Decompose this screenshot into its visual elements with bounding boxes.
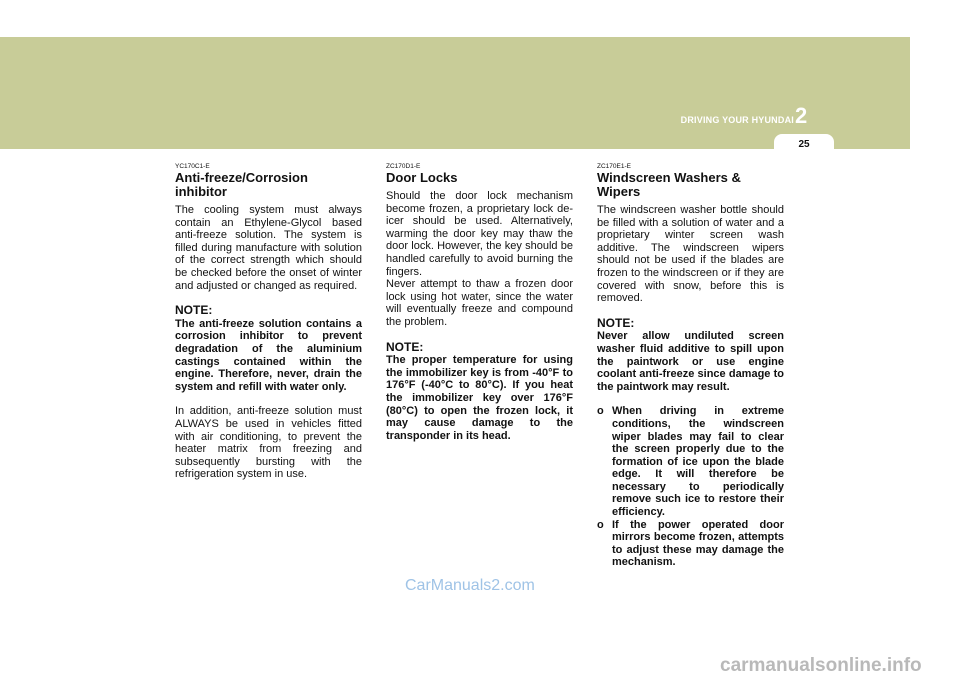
list-item-text: If the power operated door mirrors become frozen, attempts to adjust these may damage the mechanism.: [612, 518, 784, 569]
section-body-2: Never attempt to thaw a frozen door lock using hot water, since the water will eventually freeze and compound the problem.: [386, 278, 573, 328]
section-body: The cooling system must always contain an Ethylene-Glycol based anti-freeze solution. The system is filled during manufacture with solution of the correct strength which should be checked before the onset of winter and adjusted or changed as required.: [175, 204, 362, 292]
section-code: YC170C1-E: [175, 163, 210, 170]
watermark-carmanualsonline[interactable]: carmanualsonline.info: [720, 655, 922, 676]
note-label: NOTE:: [175, 303, 213, 318]
bullet-marker: o: [597, 405, 604, 418]
list-item: [597, 519, 784, 569]
page-number-tab: [774, 134, 834, 149]
note-text: The proper temperature for using the immobilizer key is from -40°F to 176°F (-40°C to 80°C). If you heat the immobilizer key over 176°F (80°C) to open the frozen lock, it may cause damage to the transponder in its head.: [386, 354, 573, 442]
list-item: [597, 405, 784, 518]
note-text: Never allow undiluted screen washer fluid additive to spill upon the paintwork or use engine coolant anti-freeze since damage to the paintwork may result.: [597, 330, 784, 393]
section-code: ZC170E1-E: [597, 163, 631, 170]
bullet-marker: o: [597, 518, 604, 531]
list-item-text: When driving in extreme conditions, the windscreen wiper blades may fail to clear the screen properly due to the formation of ice upon the blade edge. It will therefore be necessary to periodically remove such ice to restore their efficiency.: [612, 405, 784, 519]
page-number: 25: [798, 139, 810, 150]
chapter-title: DRIVING YOUR HYUNDAI: [680, 115, 794, 125]
section-body-2: In addition, anti-freeze solution must ALWAYS be used in vehicles fitted with air conditioning, to prevent the heater matrix from freezing and subsequently bursting with the refrigeration system in use.: [175, 405, 362, 481]
bullet-list: [597, 405, 784, 569]
section-washers-wipers: [597, 163, 784, 569]
note-label: NOTE:: [386, 339, 424, 354]
section-title: Windscreen Washers & Wipers: [597, 170, 741, 199]
section-body: The windscreen washer bottle should be filled with a solution of water and a proprietary winter screen wash additive. The windscreen wipers should not be used if the blades are frozen to the windscreen or if they are covered with snow, before this is removed.: [597, 204, 784, 305]
note-text: The anti-freeze solution contains a corrosion inhibitor to prevent degradation of the aluminium castings contained within the engine. Therefore, never, drain the system and refill with water only.: [175, 317, 362, 393]
section-title: Anti-freeze/Corrosion inhibitor: [175, 170, 308, 199]
section-anti-freeze: [175, 163, 362, 481]
chapter-number: 2: [795, 103, 808, 128]
section-code: ZC170D1-E: [386, 163, 421, 170]
section-title: Door Locks: [386, 170, 458, 185]
note-label: NOTE:: [597, 315, 635, 330]
section-body: Should the door lock mechanism become frozen, a proprietary lock de-icer should be used. Alternatively, warming the door key may thaw the door lock. However, the key should be handled carefully to avoid burning the fingers.: [386, 190, 573, 278]
header-band: [0, 37, 910, 149]
section-door-locks: [386, 163, 573, 442]
watermark-carmanuals2[interactable]: CarManuals2.com: [405, 577, 535, 594]
